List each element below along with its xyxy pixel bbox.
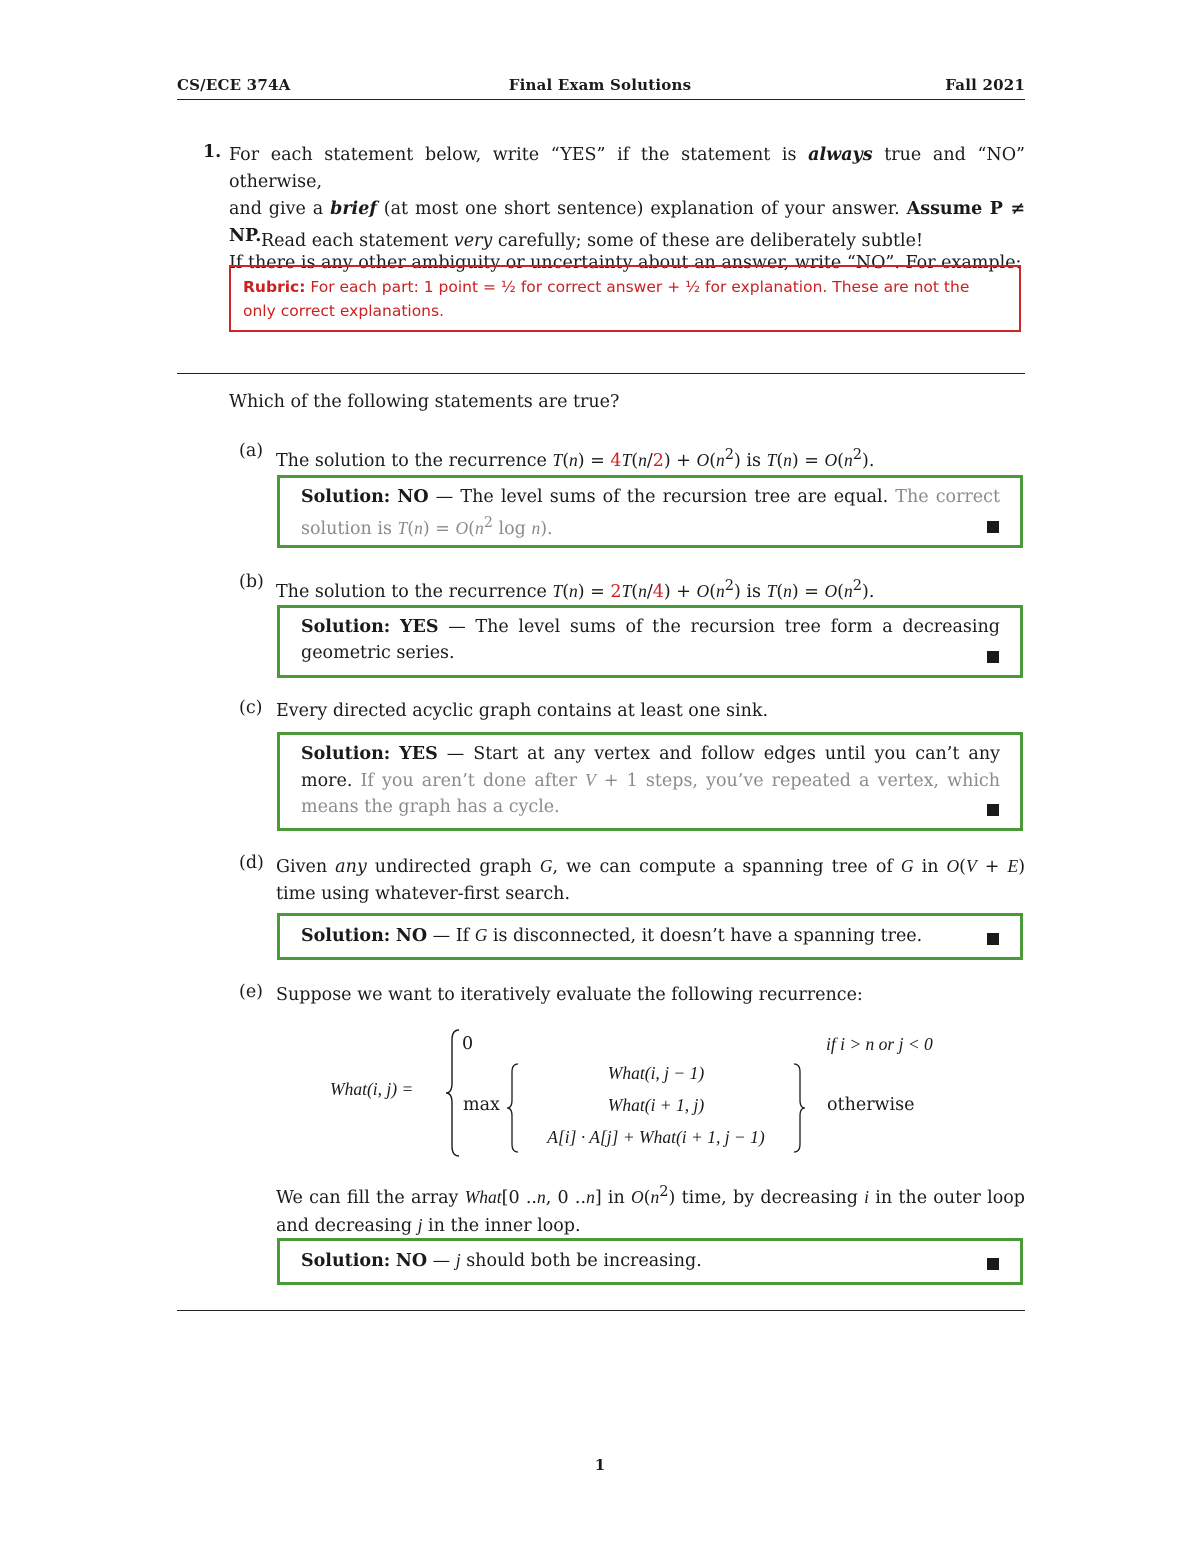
- header-term: Fall 2021: [945, 76, 1025, 94]
- recurrence-condition-base: if i > n or j < 0: [826, 1034, 933, 1054]
- part-b-solution: Solution: YES — The level sums of the recursion tree form a decreasing geometric series.: [277, 605, 1023, 678]
- qed-icon: [987, 521, 999, 533]
- section-rule-bottom: [177, 1310, 1025, 1311]
- qed-icon: [987, 651, 999, 663]
- recurrence-condition-otherwise: otherwise: [827, 1095, 915, 1115]
- header-course: CS/ECE 374A: [177, 76, 291, 94]
- part-b-label: (b): [239, 572, 264, 592]
- lead-question: Which of the following statements are true?: [229, 392, 620, 412]
- part-c-statement: Every directed acyclic graph contains at least one sink.: [276, 701, 769, 721]
- section-rule-top: [177, 373, 1025, 374]
- part-a-statement: The solution to the recurrence $T(n) = 4T(n/2) + O(n^2)$ is $T(n) = O(n^2)$.: [276, 446, 875, 471]
- rubric-label: Rubric:: [243, 278, 306, 296]
- header-title: Final Exam Solutions: [508, 76, 692, 94]
- recurrence-max: max: [463, 1095, 500, 1115]
- qed-icon: [987, 1258, 999, 1270]
- part-a-solution: Solution: NO — The level sums of the recursion tree are equal. The correct solution is $T(n) = O(n^2$ log n).: [277, 475, 1023, 548]
- part-d-statement: Given any undirected graph G, we can compute a spanning tree of G in O(V + E) time using whatever-first search.: [276, 856, 1026, 904]
- page-number: 1: [594, 1456, 606, 1474]
- qed-icon: [987, 804, 999, 816]
- part-e-solution: Solution: NO — j should both be increasing.: [277, 1238, 1023, 1285]
- part-e-label: (e): [239, 982, 264, 1002]
- part-e-statement: Suppose we want to iteratively evaluate the following recurrence:: [276, 985, 863, 1005]
- question-number: 1.: [203, 142, 222, 162]
- max-left-brace-icon: [506, 1062, 520, 1154]
- recurrence-lhs: What(i, j) =: [330, 1079, 414, 1099]
- header-rule: [177, 99, 1025, 100]
- rubric-text: For each part: 1 point = ½ for correct answer + ½ for explanation. These are not the only correct explanations.: [243, 278, 970, 320]
- part-c-label: (c): [239, 698, 263, 718]
- recurrence-option-3: A[i] · A[j] + What(i + 1, j − 1): [547, 1127, 765, 1147]
- max-right-brace-icon: [792, 1062, 806, 1154]
- part-d-label: (d): [239, 853, 264, 873]
- part-d-solution: Solution: NO — If G is disconnected, it doesn’t have a spanning tree.: [277, 913, 1023, 960]
- recurrence-option-2: What(i + 1, j): [607, 1095, 705, 1115]
- question-intro: For each statement below, write “YES” if the statement is always true and “NO” otherwise, and give a brief (at most one short sentence) explanation of your answer. Assume P ≠ NP. If there is any other ambiguity or uncertainty about an answer, write “NO”. For example:: [229, 145, 1025, 273]
- part-e-claim: We can fill the array What[0 ..n, 0 ..n] in $O(n^2)$ time, by decreasing i in the outer loop and decreasing j in the inner loop.: [276, 1183, 1025, 1236]
- part-a-label: (a): [239, 441, 264, 461]
- part-c-solution: Solution: YES — Start at any vertex and follow edges until you can’t any more. If you aren’t done after V + 1 steps, you’ve repeated a vertex, which means the graph has a cycle.: [277, 732, 1023, 831]
- advice-line: Read each statement very carefully; some of these are deliberately subtle!: [261, 231, 924, 251]
- qed-icon: [987, 933, 999, 945]
- recurrence-zero: 0: [462, 1034, 474, 1054]
- outer-brace-icon: [445, 1028, 461, 1158]
- part-b-statement: The solution to the recurrence $T(n) = 2T(n/4) + O(n^2)$ is $T(n) = O(n^2)$.: [276, 577, 875, 602]
- recurrence-option-1: What(i, j − 1): [607, 1063, 705, 1083]
- rubric-box: [229, 265, 1021, 332]
